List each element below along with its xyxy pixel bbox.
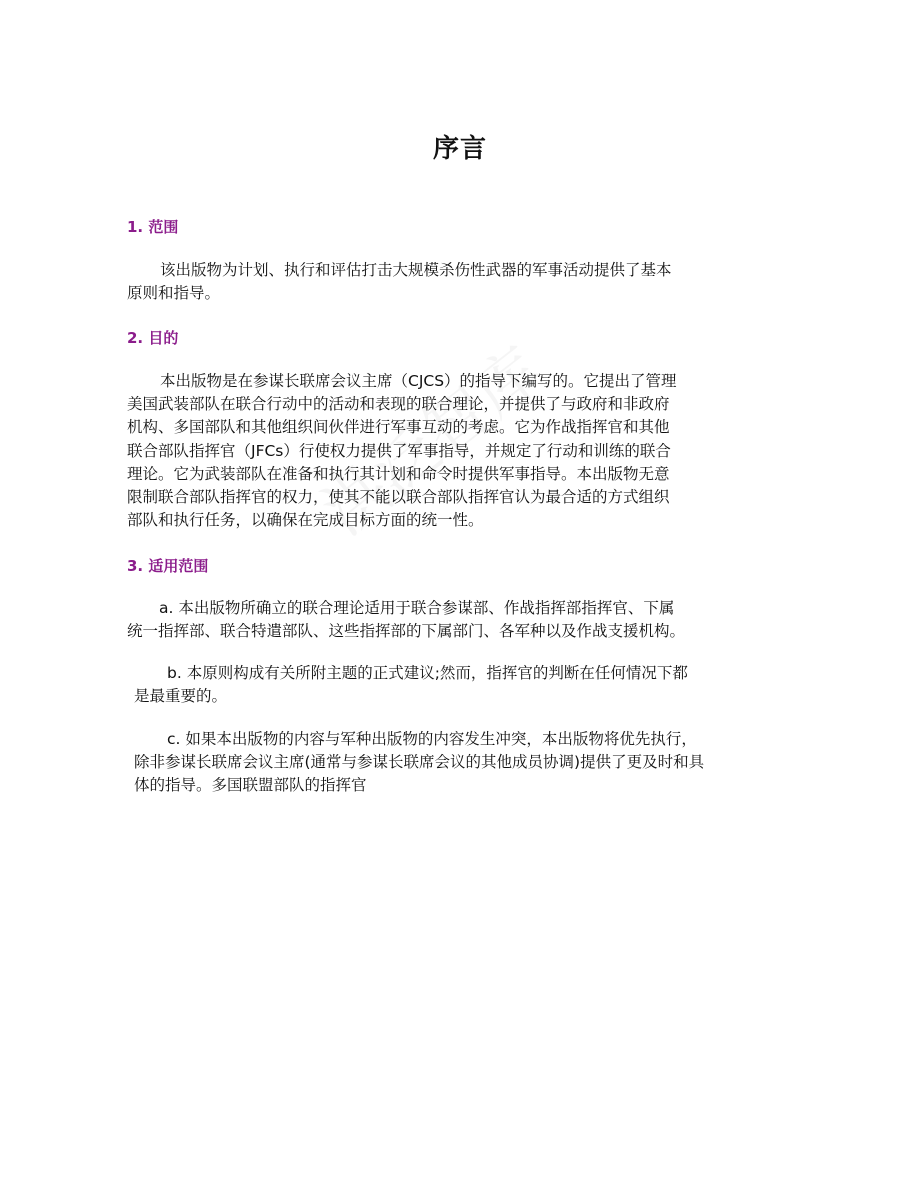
paragraph-applicability-a (127, 597, 685, 643)
section-heading-purpose: 2. 目的 (127, 329, 179, 347)
text-line: a. 本出版物所确立的联合理论适用于联合参谋部、作战指挥部指挥官、下属 (159, 599, 675, 617)
text-line: 理论。它为武装部队在准备和执行其计划和命令时提供军事指导。本出版物无意 (127, 464, 670, 483)
text-line: 本出版物是在参谋长联席会议主席（CJCS）的指导下编写的。它提出了管理 (160, 372, 677, 390)
text-line: 联合部队指挥官（JFCs）行使权力提供了军事指导，并规定了行动和训练的联合 (127, 441, 671, 460)
text-line: 除非参谋长联席会议主席(通常与参谋长联席会议的其他成员协调)提供了更及时和具 (134, 753, 705, 772)
text-line: 该出版物为计划、执行和评估打击大规模杀伤性武器的军事活动提供了基本 (160, 261, 672, 279)
text-line: 是最重要的。 (134, 687, 228, 706)
text-line: 体的指导。多国联盟部队的指挥官 (134, 776, 367, 795)
text-line: 美国武装部队在联合行动中的活动和表现的联合理论，并提供了与政府和非政府 (127, 395, 670, 414)
paragraph-applicability-c (134, 728, 704, 798)
text-line: 机构、多国部队和其他组织间伙伴进行军事互动的考虑。它为作战指挥官和其他 (127, 418, 670, 437)
paragraph-purpose (127, 370, 677, 532)
text-line: b. 本原则构成有关所附主题的正式建议;然而，指挥官的判断在任何情况下都 (167, 664, 688, 682)
page-title: 序言 (432, 134, 487, 164)
text-line: 部队和执行任务，以确保在完成目标方面的统一性。 (127, 511, 484, 530)
text-line: 原则和指导。 (127, 284, 221, 303)
section-heading-scope: 1. 范围 (127, 218, 179, 236)
section-heading-applicability: 3. 适用范围 (127, 557, 209, 575)
text-line: c. 如果本出版物的内容与军种出版物的内容发生冲突，本出版物将优先执行， (167, 730, 697, 748)
paragraph-applicability-b (134, 662, 688, 708)
paragraph-scope (127, 259, 672, 305)
text-line: 统一指挥部、联合特遣部队、这些指挥部的下属部门、各军种以及作战支援机构。 (127, 622, 686, 641)
text-line: 限制联合部队指挥官的权力，使其不能以联合部队指挥官认为最合适的方式组织 (127, 488, 670, 507)
